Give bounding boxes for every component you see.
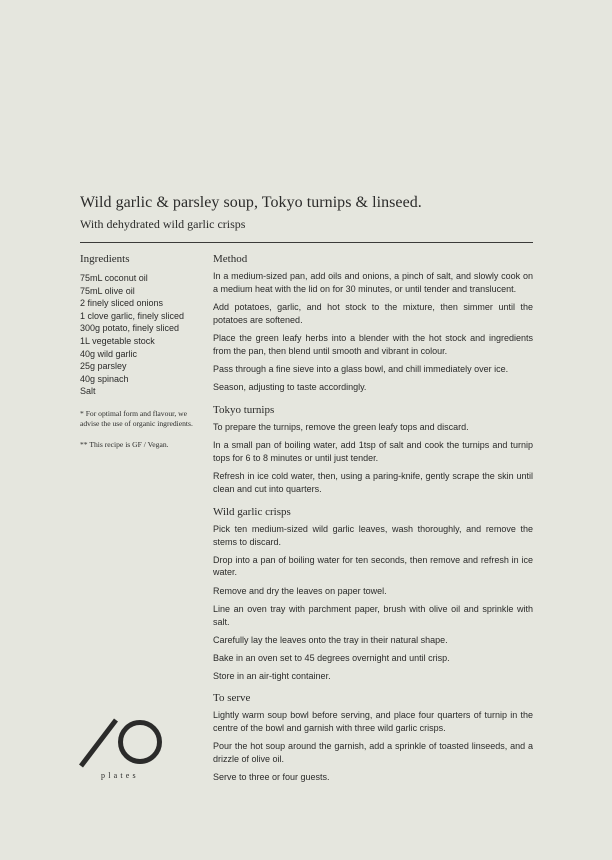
ingredient-item: 2 finely sliced onions [80,298,164,309]
turnips-step: Refresh in ice cold water, then, using a paring-knife, gently scrape the skin until clean and cut into quarters. [213,471,533,494]
ingredient-item: 25g parsley [80,361,127,372]
serve-heading: To serve [213,692,251,705]
crisps-step: Store in an air-tight container. [213,671,331,682]
method-step: Add potatoes, garlic, and hot stock to the mixture, then simmer until the potatoes are softened. [213,301,533,325]
ingredient-item: 1L vegetable stock [80,335,155,346]
crisps-step: Remove and dry the leaves on paper towel. [213,585,387,596]
turnips-step: In a small pan of boiling water, add 1tsp of salt and cook the turnips and turnip tops for 6 to 8 minutes or until just tender. [213,440,533,463]
ingredient-item: 75mL coconut oil [80,273,148,283]
method-step: Pass through a fine sieve into a glass bowl, and chill immediately over ice. [213,363,509,374]
crisps-step: Pick ten medium-sized wild garlic leaves, wash thoroughly, and remove the stems to discard. [213,523,533,547]
ingredients-column [80,253,204,450]
crisps-section [213,506,533,683]
title-divider [80,242,533,243]
crisps-step: Drop into a pan of boiling water for ten seconds, then remove and refresh in ice water. [213,554,533,578]
crisps-heading: Wild garlic crisps [213,505,291,518]
crisps-step: Bake in an oven set to 45 degrees overnight and until crisp. [213,653,450,664]
serve-section [213,692,533,784]
crisps-step: Carefully lay the leaves onto the tray in their natural shape. [213,634,448,645]
turnips-step: To prepare the turnips, remove the green leafy tops and discard. [213,421,469,432]
method-step: Season, adjusting to taste accordingly. [213,382,367,393]
recipe-subtitle: With dehydrated wild garlic crisps [80,217,246,231]
turnips-section [213,404,533,496]
organic-note: * For optimal form and flavour, we advise the use of organic ingredients. [80,408,193,429]
ingredient-item: 40g wild garlic [80,348,138,359]
ingredients-heading: Ingredients [80,253,130,265]
method-heading: Method [213,253,248,265]
turnips-heading: Tokyo turnips [213,403,275,416]
serve-step: Lightly warm soup bowl before serving, and place four quarters of turnip in the centre of the bowl and garnish with three wild garlic crisps. [213,710,533,733]
serve-step: Pour the hot soup around the garnish, add a sprinkle of toasted linseeds, and a drizzle of olive oil. [213,741,533,764]
recipe-title: Wild garlic & parsley soup, Tokyo turnips & linseed. [80,194,422,211]
ingredient-item: 1 clove garlic, finely sliced [80,310,185,321]
ingredient-item: 300g potato, finely sliced [80,323,180,334]
method-section [213,253,533,394]
diet-note: ** This recipe is GF / Vegan. [80,439,169,449]
method-step: In a medium-sized pan, add oils and onions, a pinch of salt, and slowly cook on a medium heat with the lid on for 30 minutes, or until tender and translucent. [213,271,533,294]
ingredients-list [80,272,204,398]
ingredient-item: Salt [80,386,96,397]
method-step: Place the green leafy herbs into a blender with the hot stock and ingredients from the pan, then blend until smooth and vibrant in colour. [213,332,533,356]
ingredient-item: 40g spinach [80,373,129,384]
ingredient-item: 75mL olive oil [80,285,135,296]
crisps-step: Line an oven tray with parchment paper, brush with olive oil and sprinkle with salt. [213,603,533,627]
serve-step: Serve to three or four guests. [213,771,330,782]
brand-name: plates [101,771,139,780]
method-column [213,253,533,789]
